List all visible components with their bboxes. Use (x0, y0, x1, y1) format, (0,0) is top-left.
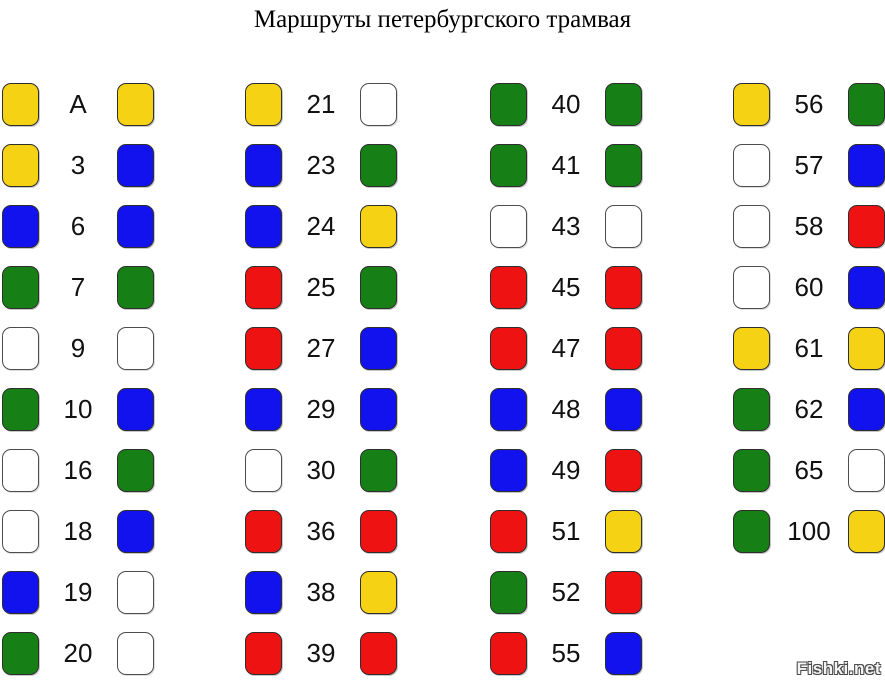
route-color-swatch-right (605, 449, 642, 492)
route-color-swatch-left (245, 83, 282, 126)
route-row (490, 449, 642, 492)
route-color-swatch-right (848, 205, 885, 248)
route-number: 30 (306, 455, 336, 485)
route-row (733, 144, 885, 187)
route-color-swatch-right (605, 205, 642, 248)
route-number: 47 (551, 333, 581, 363)
route-number: 19 (63, 577, 93, 607)
route-number: 9 (70, 333, 86, 363)
route-color-swatch-left (2, 266, 39, 309)
route-number: 16 (63, 455, 93, 485)
route-row (733, 266, 885, 309)
route-row (733, 327, 885, 370)
route-color-swatch-left (2, 571, 39, 614)
route-row (733, 449, 885, 492)
page-title: Маршруты петербургского трамвая (253, 6, 632, 33)
route-color-swatch-left (245, 327, 282, 370)
route-color-swatch-left (490, 144, 527, 187)
route-color-swatch-right (117, 144, 154, 187)
route-color-swatch-left (733, 144, 770, 187)
route-color-swatch-right (848, 449, 885, 492)
route-number: 41 (551, 150, 581, 180)
route-color-swatch-left (490, 449, 527, 492)
route-row (245, 266, 397, 309)
route-color-swatch-right (605, 388, 642, 431)
route-color-swatch-left (2, 449, 39, 492)
route-color-swatch-right (848, 266, 885, 309)
route-number: 20 (63, 638, 93, 668)
route-color-swatch-left (733, 83, 770, 126)
route-number: 62 (794, 394, 824, 424)
route-color-swatch-right (605, 327, 642, 370)
route-row (490, 327, 642, 370)
route-row (2, 510, 154, 553)
route-color-swatch-left (2, 144, 39, 187)
route-color-swatch-right (848, 144, 885, 187)
route-color-swatch-left (2, 327, 39, 370)
route-color-swatch-right (605, 571, 642, 614)
route-color-swatch-right (605, 83, 642, 126)
route-row (733, 205, 885, 248)
route-row (245, 83, 397, 126)
route-row (245, 571, 397, 614)
route-color-swatch-right (360, 571, 397, 614)
route-row (2, 266, 154, 309)
route-row (245, 510, 397, 553)
route-row (490, 83, 642, 126)
route-row (245, 205, 397, 248)
route-row (733, 388, 885, 431)
route-color-swatch-left (490, 510, 527, 553)
route-color-swatch-left (2, 205, 39, 248)
route-color-swatch-right (360, 449, 397, 492)
route-color-swatch-left (733, 266, 770, 309)
route-color-swatch-left (2, 632, 39, 675)
route-color-swatch-right (117, 510, 154, 553)
route-row (2, 144, 154, 187)
route-number: 29 (306, 394, 336, 424)
route-row (2, 632, 154, 675)
route-number: 43 (551, 211, 581, 241)
route-row (2, 571, 154, 614)
route-number: 57 (794, 150, 824, 180)
route-row (490, 571, 642, 614)
route-number: 51 (551, 516, 581, 546)
route-row (490, 632, 642, 675)
route-color-swatch-left (490, 266, 527, 309)
route-number: А (69, 89, 87, 119)
route-number: 48 (551, 394, 581, 424)
route-color-swatch-left (490, 327, 527, 370)
route-number: 6 (70, 211, 86, 241)
route-number: 40 (551, 89, 581, 119)
route-color-swatch-right (117, 327, 154, 370)
route-number: 56 (794, 89, 824, 119)
route-number: 25 (306, 272, 336, 302)
route-color-swatch-left (2, 510, 39, 553)
route-color-swatch-right (360, 510, 397, 553)
route-color-swatch-left (490, 388, 527, 431)
route-row (2, 83, 154, 126)
route-color-swatch-right (117, 266, 154, 309)
route-color-swatch-left (490, 205, 527, 248)
route-color-swatch-left (245, 266, 282, 309)
route-color-swatch-left (490, 571, 527, 614)
route-color-swatch-left (245, 571, 282, 614)
route-color-swatch-left (733, 327, 770, 370)
route-column (245, 83, 397, 693)
route-row (733, 83, 885, 126)
route-color-swatch-right (605, 144, 642, 187)
route-color-swatch-left (2, 388, 39, 431)
route-row (490, 144, 642, 187)
route-number: 23 (306, 150, 336, 180)
route-number: 39 (306, 638, 336, 668)
route-row (490, 266, 642, 309)
route-color-swatch-right (605, 266, 642, 309)
route-number: 60 (794, 272, 824, 302)
route-number: 36 (306, 516, 336, 546)
route-row (2, 205, 154, 248)
route-number: 45 (551, 272, 581, 302)
route-color-swatch-right (360, 83, 397, 126)
route-number: 55 (551, 638, 581, 668)
route-number: 58 (794, 211, 824, 241)
route-row (245, 327, 397, 370)
route-color-swatch-left (490, 83, 527, 126)
route-number: 7 (70, 272, 86, 302)
route-color-swatch-right (605, 632, 642, 675)
route-number: 24 (306, 211, 336, 241)
route-color-swatch-left (245, 510, 282, 553)
route-row (245, 144, 397, 187)
route-color-swatch-left (733, 449, 770, 492)
route-color-swatch-right (117, 571, 154, 614)
route-color-swatch-left (245, 449, 282, 492)
route-color-swatch-left (2, 83, 39, 126)
route-number: 100 (787, 516, 831, 546)
route-row (733, 510, 885, 553)
route-row (245, 449, 397, 492)
route-color-swatch-left (490, 632, 527, 675)
route-row (490, 388, 642, 431)
route-color-swatch-right (848, 83, 885, 126)
route-color-swatch-left (733, 388, 770, 431)
route-color-swatch-left (245, 388, 282, 431)
route-color-swatch-left (245, 144, 282, 187)
route-color-swatch-right (117, 388, 154, 431)
route-number: 3 (70, 150, 86, 180)
route-column (490, 83, 642, 693)
route-number: 18 (63, 516, 93, 546)
route-color-swatch-right (117, 632, 154, 675)
route-color-swatch-right (848, 388, 885, 431)
route-color-swatch-right (360, 388, 397, 431)
route-color-swatch-right (605, 510, 642, 553)
route-column (733, 83, 885, 571)
route-color-swatch-left (245, 205, 282, 248)
route-color-swatch-right (117, 205, 154, 248)
route-color-swatch-right (360, 266, 397, 309)
route-grid (0, 83, 885, 683)
route-row (490, 205, 642, 248)
route-number: 65 (794, 455, 824, 485)
route-color-swatch-right (848, 510, 885, 553)
route-row (245, 388, 397, 431)
route-row (245, 632, 397, 675)
watermark: Fishki.net (796, 659, 881, 678)
route-color-swatch-right (848, 327, 885, 370)
route-color-swatch-right (360, 327, 397, 370)
route-color-swatch-right (360, 632, 397, 675)
route-color-swatch-right (117, 83, 154, 126)
route-row (2, 327, 154, 370)
route-color-swatch-right (117, 449, 154, 492)
route-number: 21 (306, 89, 336, 119)
route-number: 27 (306, 333, 336, 363)
route-number: 38 (306, 577, 336, 607)
route-number: 49 (551, 455, 581, 485)
route-color-swatch-left (733, 510, 770, 553)
route-number: 52 (551, 577, 581, 607)
route-color-swatch-right (360, 205, 397, 248)
route-color-swatch-left (733, 205, 770, 248)
route-column (2, 83, 154, 693)
route-row (2, 449, 154, 492)
route-row (2, 388, 154, 431)
route-color-swatch-right (360, 144, 397, 187)
route-number: 10 (63, 394, 93, 424)
route-color-swatch-left (245, 632, 282, 675)
route-row (490, 510, 642, 553)
route-number: 61 (794, 333, 824, 363)
